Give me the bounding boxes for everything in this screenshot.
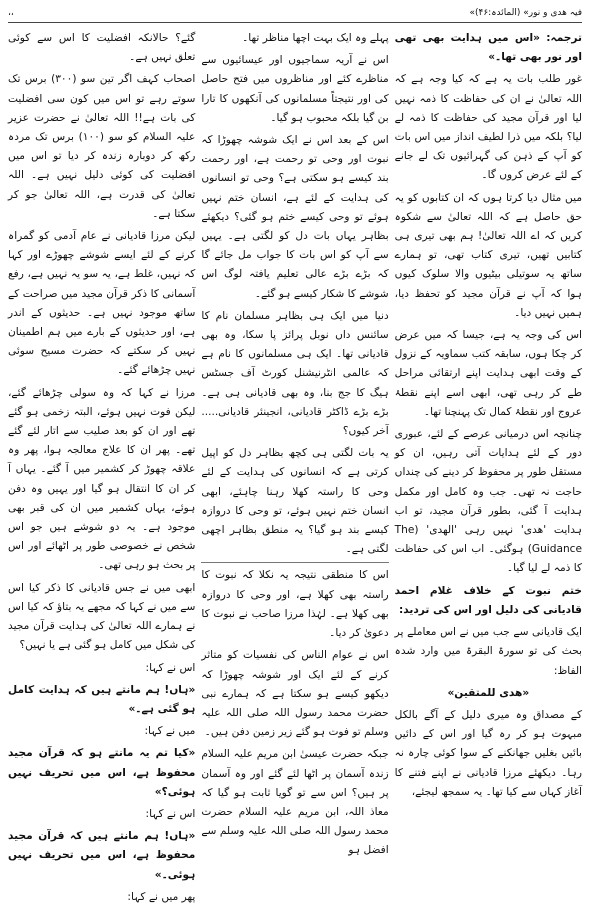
section-heading: ختم نبوت کے خلاف غلام احمد قادیانی کی دلیل اور اس کی تردید: <box>394 584 582 616</box>
paragraph: غور طلب بات یہ ہے کہ کیا وجہ ہے کہ اللہ تعالیٰ نے ان کی حفاظت کا ذمہ نہیں لیا اور قرآن مجید کی حفاظت کا ذمہ لے لیا؟ بلکہ میں ذرا لطیف انداز میں اس بات کو آپ کے ذہن کی گہرائیوں تک لے جانے کے لئے عرض کروں گا۔ <box>394 73 582 182</box>
paragraph: ابھی میں نے جس قادیانی کا ذکر کیا اس سے میں نے کہا کہ مجھے یہ بتاؤ کہ کیا اس نے ہمارے اللہ تعالیٰ کی ہدایت قرآن مجید کی شکل میں کامل ہو گئی ہے یا نہیں؟ <box>8 581 196 652</box>
header-divider <box>8 22 582 23</box>
text-columns <box>8 29 582 903</box>
header-verse-reference: «فیہ ھدی و نور» (المائدہ:۴۶) <box>469 8 582 18</box>
column-middle <box>201 29 389 857</box>
paragraph: چنانچہ اس درمیانی عرصے کے لئے، عبوری دور کے لئے ہدایات آتی رہیں، ان کو مستقل طور پر محفوظ کر دینے کی چنداں حاجت نہ تھی۔ جب وہ کامل اور مکمل ہدایت آ گئی، بطور قرآن مجید، تو اب ہدایت 'ھدی' نہیں رہی 'الھدی' (The Guidance) ہوگئی۔ اب اس کی حفاظت کا ذمہ لے لیا گیا۔ <box>394 428 582 575</box>
paragraph: ترجمہ: «اس میں ہدایت بھی تھی اور نور بھی تھا۔» <box>394 32 582 64</box>
paragraph: میں مثال دیا کرتا ہوں کہ ان کتابوں کو یہ حق حاصل ہے کہ اللہ تعالیٰ سے شکوہ کریں کہ اے اللہ تعالیٰ! ہم بھی تیری ہی کتابیں تھیں، تیری کتاب تھی، تو ہمارے ساتھ یہ سوتیلی بیٹیوں والا سلوک کیوں ہوا کہ آپ نے قرآن مجید کو تحفظ دیا، ہمیں نہیں دیا۔ <box>394 191 582 319</box>
paragraph: ایک قادیانی سے جب میں نے اس معاملے پر بحث کی تو سورۃ البقرۃ میں وارد شدہ الفاظ: <box>394 626 582 677</box>
paragraph: اس کی وجہ یہ ہے، جیسا کہ میں عرض کر چکا ہوں، سابقہ کتب سماویہ کے نزول کے وقت ابھی ہدایت اپنے ارتقائی مراحل طے کر رہی تھی، ابھی اسے اپنے نقطۂ عروج اور نقطۂ کمال تک پہنچنا تھا۔ <box>394 329 582 418</box>
quranic-quote: «ھدی للمتقین» <box>447 686 530 699</box>
paragraph: اس نے عوام الناس کی نفسیات کو متاثر کرنے کے لئے ایک اور شوشہ چھوڑا کہ دیکھو کیسے ہو سکتا ہے کہ ہمارے نبی حضرت محمد رسول اللہ صلی اللہ علیہ وسلم تو فوت ہو گئے زیر زمین دفن ہیں۔ <box>201 649 389 739</box>
dialogue-line: اس نے کہا: <box>145 661 196 674</box>
divider <box>201 562 388 563</box>
paragraph: گئے؟ حالانکہ افضلیت کا اس سے کوئی تعلق نہیں ہے۔ <box>8 32 196 64</box>
paragraph: اس کے بعد اس نے ایک شوشہ چھوڑا کہ نبوت اور وحی تو رحمت ہے، اور رحمت بند کیسے ہو سکتی ہے؟ وحی تو انسانوں کی ہدایت کے لئے ہے، انسان ختم نہیں ہوئے تو وحی کیسے ختم ہو گئی؟ دیکھئے بظاہر یہاں بات دل کو لگتی ہے۔ یہیں سے آپ کو اس بات کا جواب مل جائے گا کہ بڑے بڑے عالی تعلیم یافتہ لوگ اس شوشے کا شکار کیسے ہو گئے۔ <box>201 134 389 300</box>
paragraph: اس نے آریہ سماجیوں اور عیسائیوں سے مناظرے کئے اور مناظروں میں فتح حاصل کی اور نتیجتاً مسلمانوں کی آنکھوں کا تارا بن گیا بلکہ محبوب ہو گیا۔ <box>201 54 389 124</box>
dialogue-line: اس نے کہا: <box>145 807 196 820</box>
paragraph: یہ بات لگتی ہی کچھ بظاہر دل کو اپیل کرتی ہے کہ انسانوں کی ہدایت کے لئے وحی کا راستہ کھلا رہنا چاہئے، ابھی انسان ختم نہیں ہوئے، تو وحی کا دروازہ کیسے بند ہو گیا؟ یہ منطق بظاہر اچھی لگتی ہے۔ <box>201 447 389 556</box>
paragraph: کے مصداق وہ میری دلیل کے آگے بالکل مبہوت ہو کر رہ گیا اور اس کے دائیں بائیں بغلیں جھانکنے کے سوا کوئی چارہ نہ رہا۔ دیکھئے مرزا قادیانی نے اپنے فتنے کا آغاز کہاں سے کیا تھا۔ یہ سمجھ لیجئے، <box>394 708 582 798</box>
dialogue-line: میں نے کہا: <box>144 725 196 738</box>
dialogue-quote: «ہاں! ہم مانتے ہیں کہ ہدایت کامل ہو گئی ہے۔» <box>8 683 196 715</box>
dialogue-quote: «کیا تم یہ مانتے ہو کہ قرآن مجید محفوظ ہے، اس میں تحریف نہیں ہوئی؟» <box>8 747 196 798</box>
header-left-mark: ،، <box>8 8 14 18</box>
page-header <box>8 6 582 20</box>
dialogue-quote: «ہاں! ہم مانتے ہیں کہ قرآن مجید محفوظ ہے، اس میں تحریف نہیں ہوئی۔» <box>8 830 196 881</box>
paragraph: دنیا میں ایک ہی بظاہر مسلمان نام کا سائنس داں نوبل پرائز پا سکا، وہ بھی قادیانی تھا۔ ایک ہی مسلمانوں کا نام ہے کہ عالمی انٹرنیشنل کورٹ آف جسٹس ہیگ کا جج بنا، وہ بھی قادیانی ہی ہے۔ بڑے بڑے ڈاکٹر قادیانی، انجینئر قادیانی..... آخر کیوں؟ <box>201 309 389 438</box>
paragraph: جبکہ حضرت عیسیٰ ابن مریم علیہ السلام زندہ آسمان پر اٹھا لئے گئے اور وہ آسمان پر ہیں؟ اس سے تو گویا ثابت ہو گیا کہ معاذ اللہ، ابن مریم علیہ السلام حضرت محمد رسول اللہ صلی اللہ علیہ وسلم سے افضل ہو <box>201 748 389 857</box>
paragraph: اس کا منطقی نتیجہ یہ نکلا کہ نبوت کا راستہ بھی کھلا ہے، اور وحی کا دروازہ بھی کھلا ہے۔ لہٰذا مرزا صاحب نے نبوت کا دعویٰ کر دیا۔ <box>201 569 389 640</box>
paragraph: مرزا نے کہا کہ وہ سولی چڑھائے گئے، لیکن فوت نہیں ہوئے، البتہ زخمی ہو گئے تھے اور ان کو بعد صلیب سے اتار لئے گئے تھے۔ پھر ان کا علاج معالجہ ہوا، پھر وہ علاقہ چھوڑ کر کشمیر میں آ گئے۔ یہاں آ کر ان کا انتقال ہو گیا اور یہیں وہ دفن ہوئے، یہاں کشمیر میں ان کی قبر بھی موجود ہے۔ یہ دو شوشے ہیں جو اس شخص نے خصوصی طور پر اٹھائے اور اس پر بحث ہو رہی تھی۔ <box>8 386 196 572</box>
paragraph: لیکن مرزا قادیانی نے عام آدمی کو گمراہ کرنے کے لئے ایسے شوشے چھوڑے اور کہا کہ نہیں، غلط ہے، یہ سو یہ نہیں ہے، رفع آسمانی کا ذکر قرآن مجید میں صراحت کے ساتھ موجود نہیں ہے۔ حدیثوں کے اندر ہے، اور حدیثوں کے بارے میں ہم اطمینان نہیں کر سکتے کہ حضرت مسیح سوئی نہیں چڑھائے گئے۔ <box>8 230 196 377</box>
dialogue-line: پھر میں نے کہا: <box>127 890 196 903</box>
paragraph: اصحاب کہف اگر تین سو (۳۰۰) برس تک سوتے رہے تو اس میں کون سی افضلیت کی بات ہے!! اللہ تعالیٰ نے حضرت عزیر علیہ السلام کو سو (۱۰۰) برس تک مردہ رکھ کر دوبارہ زندہ کر دیا تو اس میں افضلیت کی کوئی دلیل نہیں ہے۔ اللہ تعالیٰ کی قدرت ہے، اللہ تعالیٰ جو کر سکتا ہے۔ <box>8 73 196 220</box>
paragraph: پہلے وہ ایک بہت اچھا مناظر تھا۔ <box>242 32 389 44</box>
column-right <box>395 29 582 799</box>
column-left <box>8 29 196 903</box>
